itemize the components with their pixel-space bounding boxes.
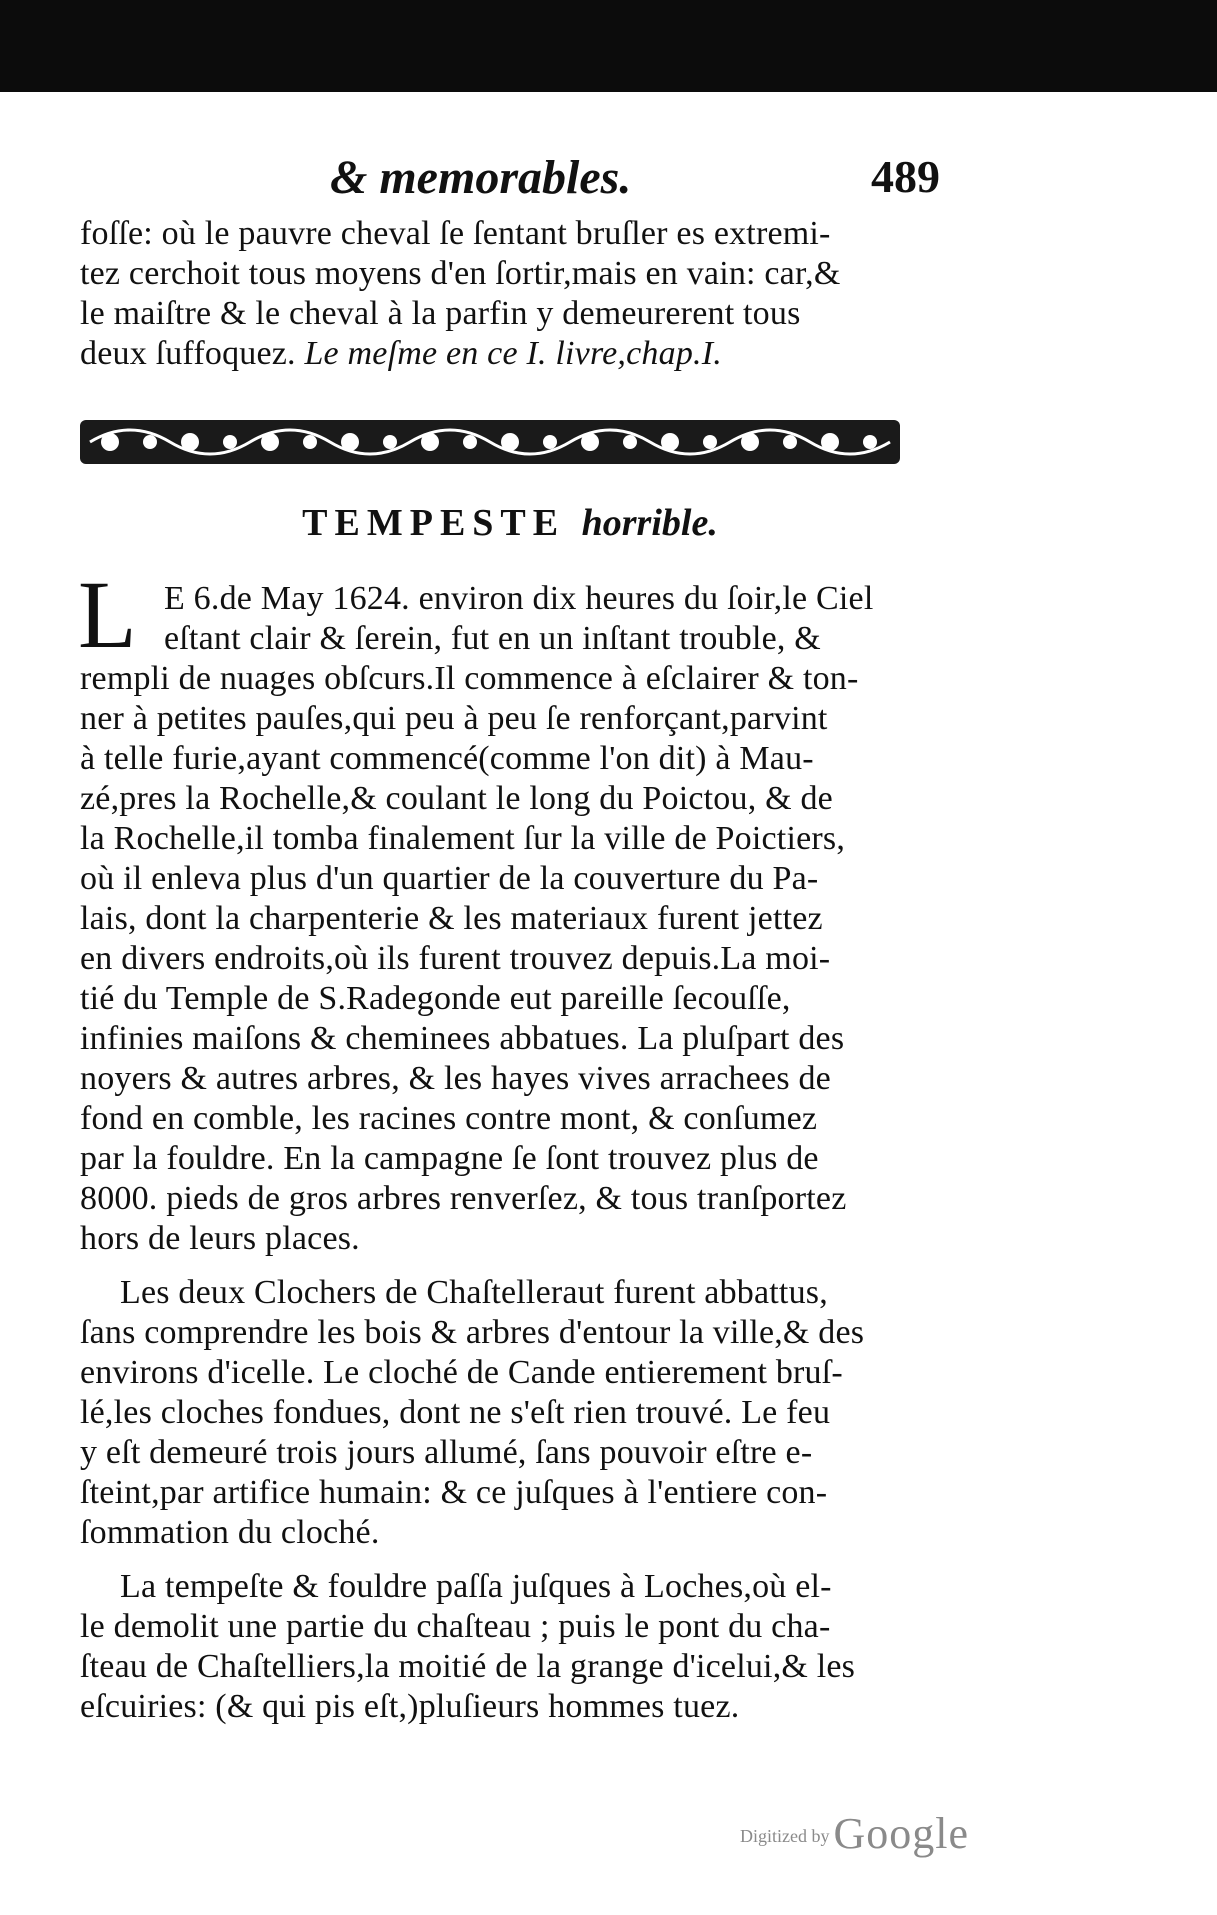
text-line: le demolit une partie du chaſteau ; puis le pont du cha- <box>80 1608 831 1645</box>
drop-cap: L <box>78 561 137 668</box>
text-line: lais, dont la charpenterie & les materiaux furent jettez <box>80 900 823 937</box>
text-line: zé,pres la Rochelle,& coulant le long du Poictou, & de <box>80 780 833 817</box>
running-head <box>80 150 940 214</box>
text-line: tié du Temple de S.Radegonde eut pareille ſecouſſe, <box>80 980 791 1017</box>
paragraph-3 <box>80 1567 940 1727</box>
text-line: ſommation du cloché. <box>80 1514 380 1551</box>
text-line: lé,les cloches fondues, dont ne s'eſt rien trouvé. Le feu <box>80 1394 831 1431</box>
digitized-watermark <box>740 1808 969 1859</box>
text-line: fond en comble, les racines contre mont, & conſumez <box>80 1100 818 1137</box>
text-line: ſteau de Chaſtelliers,la moitié de la grange d'icelui,& les <box>80 1648 856 1685</box>
text-line <box>80 334 940 374</box>
text-line: tez cerchoit tous moyens d'en ſortir,mais en vain: car,& <box>80 255 841 292</box>
watermark-brand: Google <box>833 1809 970 1858</box>
text-line: ner à petites pauſes,qui peu à peu ſe renforçant,parvint <box>80 700 828 737</box>
text-line: infinies maiſons & cheminees abbatues. La pluſpart des <box>80 1020 845 1057</box>
book-page <box>80 150 940 1727</box>
text-line: rempli de nuages obſcurs.Il commence à eſclairer & ton- <box>80 660 859 697</box>
text-line: noyers & autres arbres, & les hayes vives arrachees de <box>80 1060 831 1097</box>
text-line: La tempeſte & fouldre paſſa juſques à Loches,où el- <box>120 1568 832 1605</box>
text-line: ſans comprendre les bois & arbres d'entour la ville,& des <box>80 1314 865 1351</box>
section-heading <box>80 501 940 545</box>
paragraph-2 <box>80 1273 940 1553</box>
page-number: 489 <box>871 151 940 202</box>
text-line: foſſe: où le pauvre cheval ſe ſentant bruſler es extremi- <box>80 215 831 252</box>
line-text: deux ſuffoquez. <box>80 335 296 372</box>
heading-caps: TEMPESTE <box>302 502 566 544</box>
text-line: eſcuiries: (& qui pis eſt,)pluſieurs hommes tuez. <box>80 1688 740 1725</box>
source-citation: Le meſme en ce I. livre,chap.I. <box>304 335 722 372</box>
text-line: 8000. pieds de gros arbres renverſez, & tous tranſportez <box>80 1180 847 1217</box>
top-paragraph <box>80 214 940 374</box>
text-line: y eſt demeuré trois jours allumé, ſans pouvoir eſtre e- <box>80 1434 813 1471</box>
heading-italic: horrible. <box>581 502 718 544</box>
text-line: où il enleva plus d'un quartier de la couverture du Pa- <box>80 860 819 897</box>
text-line: Les deux Clochers de Chaſtelleraut furent abbattus, <box>120 1274 828 1311</box>
text-line: eſtant clair & ſerein, fut en un inſtant trouble, & <box>164 620 821 657</box>
text-line: environs d'icelle. Le cloché de Cande entierement bruſ- <box>80 1354 843 1391</box>
text-line: la Rochelle,il tomba finalement ſur la ville de Poictiers, <box>80 820 846 857</box>
paragraph-1 <box>78 561 940 1259</box>
scan-top-border <box>0 0 1217 92</box>
text-line: le maiſtre & le cheval à la parfin y demeurerent tous <box>80 295 801 332</box>
watermark-prefix: Digitized by <box>740 1826 830 1846</box>
text-line: par la fouldre. En la campagne ſe ſont trouvez plus de <box>80 1140 819 1177</box>
text-line: ſteint,par artifice humain: & ce juſques à l'entiere con- <box>80 1474 828 1511</box>
ornament-band <box>80 414 900 470</box>
text-line: en divers endroits,où ils furent trouvez depuis.La moi- <box>80 940 831 977</box>
text-line: E 6.de May 1624. environ dix heures du ſoir,le Ciel <box>164 580 874 617</box>
text-line: à telle furie,ayant commencé(comme l'on dit) à Mau- <box>80 740 814 777</box>
text-line: hors de leurs places. <box>80 1220 360 1257</box>
running-head-title: & memorables. <box>330 151 632 204</box>
